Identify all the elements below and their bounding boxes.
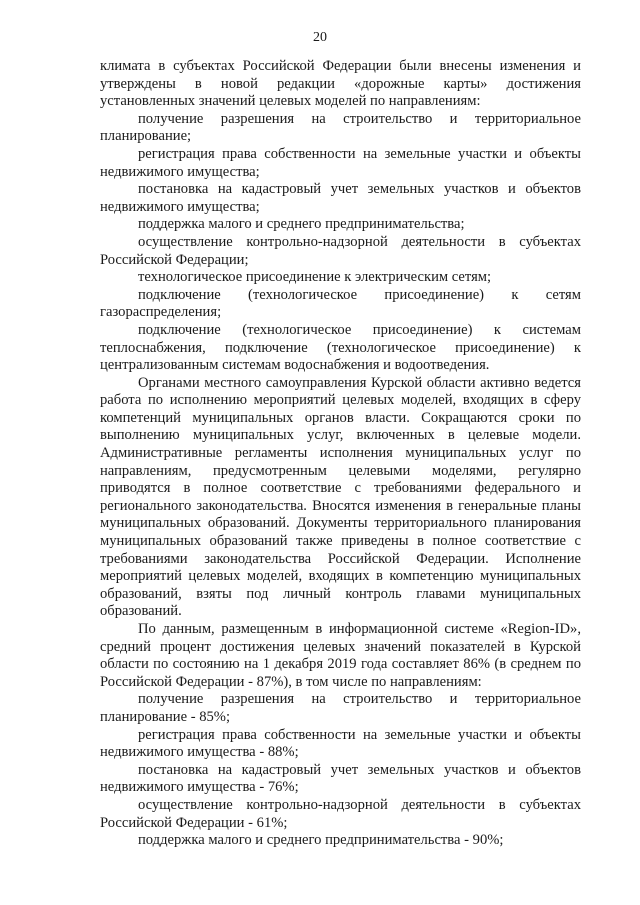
list-item: поддержка малого и среднего предпринимательства - 90%; bbox=[138, 832, 504, 849]
list-item: технологическое присоединение к электрическим сетям; bbox=[138, 269, 492, 286]
list-item: постановка на кадастровый учет земельных участков и объектов недвижимого имущества - 76%; bbox=[100, 761, 581, 796]
list-item: осуществление контрольно-надзорной деятельности в субъектах Российской Федерации; bbox=[100, 233, 581, 268]
list-item: осуществление контрольно-надзорной деятельности в субъектах Российской Федерации - 61%; bbox=[100, 796, 581, 831]
list-item: постановка на кадастровый учет земельных участков и объектов недвижимого имущества; bbox=[100, 181, 581, 215]
page-number: 20 bbox=[313, 30, 327, 45]
list-item: получение разрешения на строительство и территориальное планирование; bbox=[100, 110, 581, 145]
paragraph: По данным, размещенным в информационной системе «Region-ID», средний процент достижения целевых значений показателей в Курской области по состоянию на 1 декабря 2019 года составляет 86% (в среднем по Российской Федерации - 87%), в том числе по направлениям: bbox=[100, 621, 581, 690]
document-body bbox=[100, 58, 581, 850]
paragraph: климата в субъектах Российской Федерации были внесены изменения и утверждены в новой редакции «дорожные карты» достижения установленных значений целевых моделей по направлениям: bbox=[100, 58, 581, 110]
list-item: подключение (технологическое присоединение) к сетям газораспределения; bbox=[100, 286, 581, 321]
list-item: получение разрешения на строительство и территориальное планирование - 85%; bbox=[100, 691, 581, 725]
list-item: поддержка малого и среднего предпринимательства; bbox=[138, 216, 465, 233]
list-item: подключение (технологическое присоединение) к системам теплоснабжения, подключение (технологическое присоединение) к централизованным системам водоснабжения и водоотведения. bbox=[100, 321, 581, 374]
paragraph: Органами местного самоуправления Курской области активно ведется работа по исполнению мероприятий целевых моделей, входящих в сферу компетенций муниципальных органов власти. Сокращаются сроки по выполнению муниципальных услуг, включенных в целевые модели. Административные регламенты исполнения муниципальных услуг по направлениям, предусмотренным целевыми моделями, регулярно приводятся в полное соответствие с требованиями федерального и регионального законодательства. Вносятся изменения в генеральные планы муниципальных образований. Документы территориального планирования муниципальных образований также приведены в полное соответствие с требованиями законодательства Российской Федерации. Исполнение мероприятий целевых моделей, входящих в компетенцию муниципальных образований, взяты под личный контроль главами муниципальных образований. bbox=[100, 374, 581, 620]
list-item: регистрация права собственности на земельные участки и объекты недвижимого имущества; bbox=[100, 145, 581, 180]
list-item: регистрация права собственности на земельные участки и объекты недвижимого имущества - 88%; bbox=[100, 726, 581, 761]
